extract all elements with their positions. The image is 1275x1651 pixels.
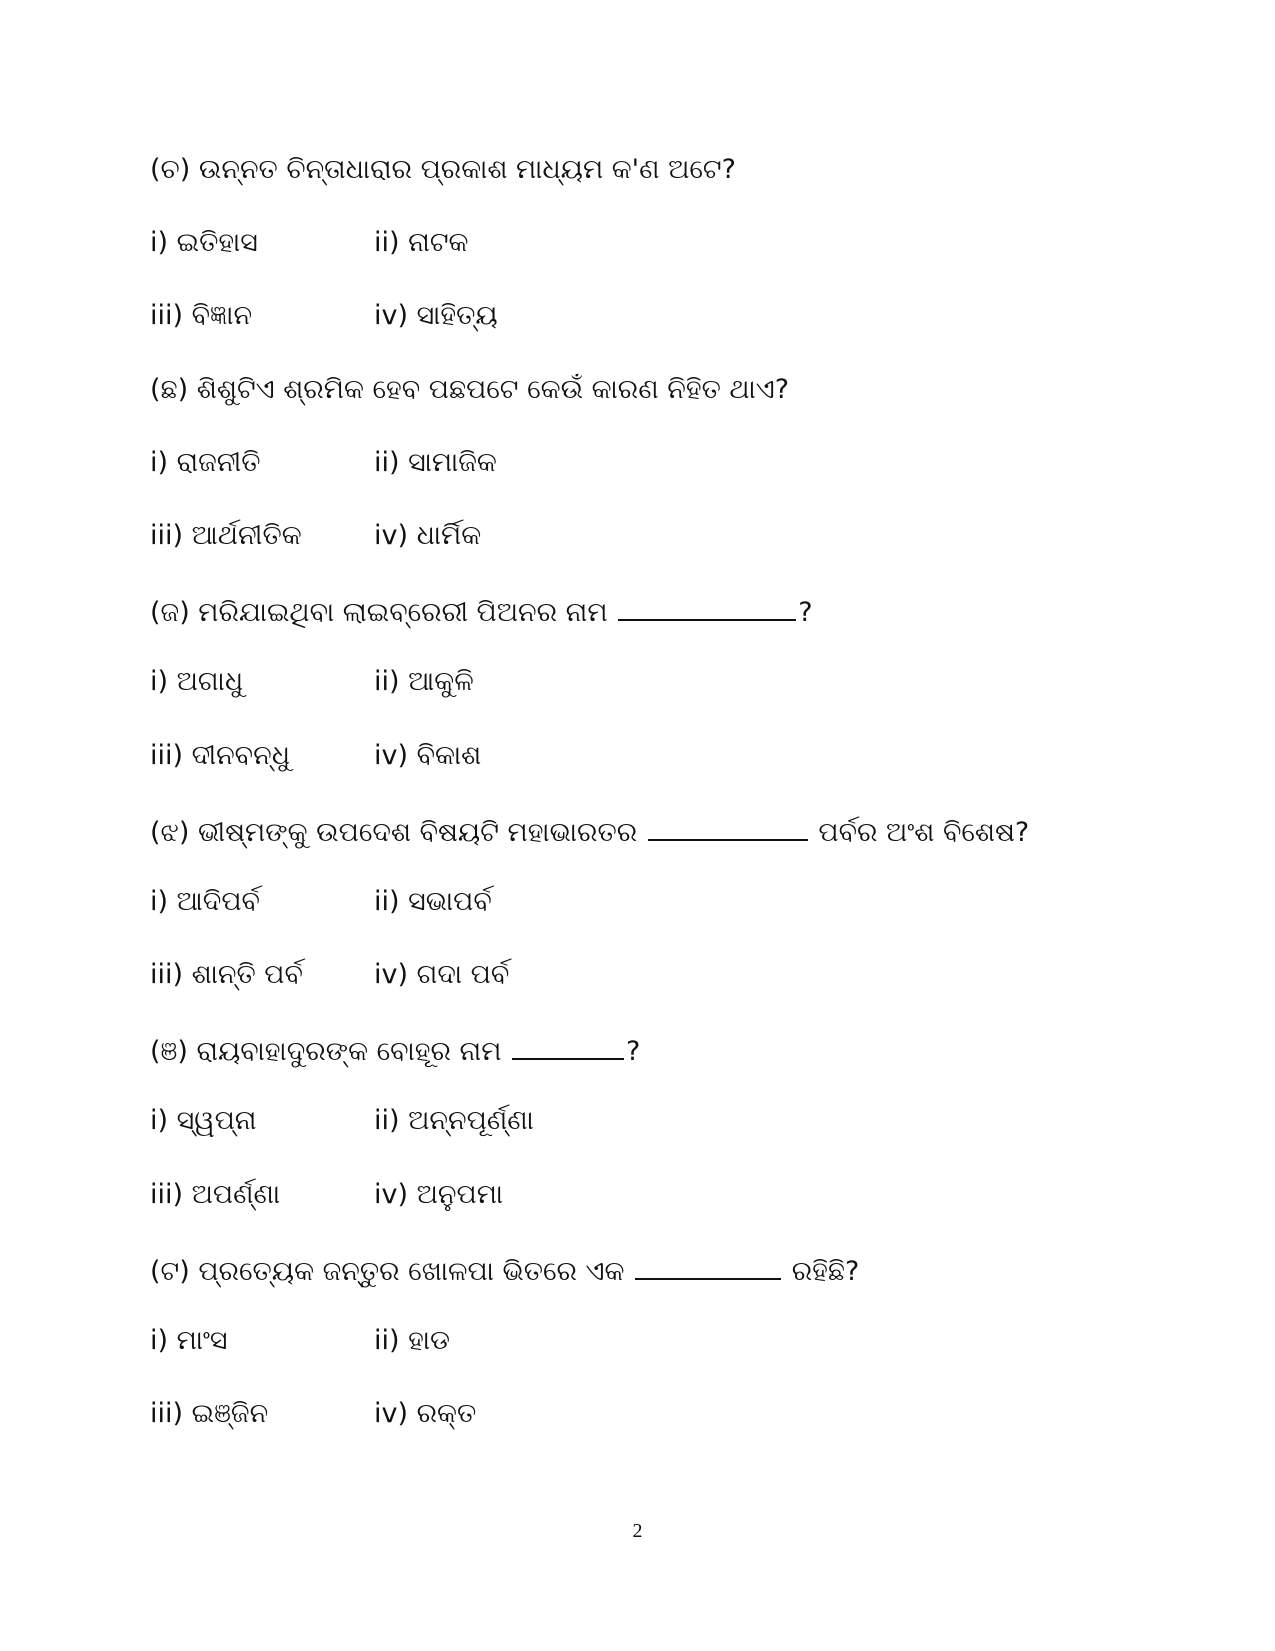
question-text-end: ରହିଛି? — [791, 1255, 860, 1287]
option-ii: ii) ଅନ୍ନପୂର୍ଣ୍ଣା — [374, 1105, 534, 1137]
answer-blank — [648, 809, 808, 841]
option-ii: ii) ନାଟକ — [374, 227, 469, 259]
question-text: (ଟ) ପ୍ରତ୍ୟେକ ଜନ୍ତୁର ଖୋଳପା ଭିତରେ ଏକ — [150, 1255, 625, 1287]
option-row — [150, 296, 1150, 369]
question-stem — [150, 150, 1150, 223]
option-i: i) ଆଦିପର୍ବ — [150, 885, 260, 917]
option-iv: iv) ଗଦା ପର୍ବ — [374, 959, 510, 991]
option-row — [150, 1394, 1150, 1467]
option-iii: iii) ଶାନ୍ତି ପର୍ବ — [150, 959, 303, 991]
option-ii: ii) ସଭାପର୍ବ — [374, 885, 492, 917]
option-iii: iii) ଆର୍ଥନୀତିକ — [150, 519, 302, 551]
question-text-end: ? — [626, 1036, 641, 1068]
option-row — [150, 223, 1150, 296]
option-iv: iv) ସାହିତ୍ୟ — [374, 300, 498, 332]
option-iii: iii) ବିଜ୍ଞାନ — [150, 300, 253, 332]
option-row — [150, 1321, 1150, 1394]
option-iii: iii) ଦୀନବନ୍ଧୁ — [150, 739, 290, 771]
option-i: i) ଇତିହାସ — [150, 227, 258, 259]
option-row — [150, 1175, 1150, 1248]
question-stem — [150, 1028, 1150, 1101]
page-number: 2 — [632, 1520, 643, 1542]
question-text: (ଝ) ଭୀଷ୍ମଙ୍କୁ ଉପଦେଶ ବିଷୟଟି ମହାଭାରତର — [150, 816, 638, 848]
option-i: i) ସ୍ୱପ୍ନା — [150, 1105, 257, 1137]
option-i: i) ରାଜନୀତି — [150, 446, 261, 478]
option-row — [150, 662, 1150, 735]
question-text: (ଜ) ମରିଯାଇଥିବା ଲାଇବ୍ରେରୀ ପିଅନର ନାମ — [150, 597, 608, 629]
option-iii: iii) ଇଞ୍ଜିନ — [150, 1398, 269, 1430]
answer-blank — [635, 1248, 781, 1280]
option-ii: ii) ସାମାଜିକ — [374, 446, 497, 478]
question-text-end: ? — [798, 597, 813, 629]
option-row — [150, 443, 1150, 516]
question-stem — [150, 809, 1150, 882]
question-text: (ଞ) ରାୟବାହାଦୁରଙ୍କ ବୋହୂର ନାମ — [150, 1036, 502, 1068]
option-iv: iv) ଅନୁପମା — [374, 1178, 504, 1210]
option-row — [150, 1101, 1150, 1174]
answer-blank — [618, 589, 796, 621]
option-row — [150, 955, 1150, 1028]
question-text: (ଚ) ଉନ୍ନତ ଚିନ୍ତାଧାରାର ପ୍ରକାଶ ମାଧ୍ୟମ କ'ଣ ଅଟେ? — [150, 154, 736, 185]
question-stem — [150, 1248, 1150, 1321]
question-list — [150, 150, 1150, 1467]
option-row — [150, 882, 1150, 955]
option-row — [150, 736, 1150, 809]
option-ii: ii) ହାଡ — [374, 1325, 451, 1356]
option-row — [150, 516, 1150, 589]
option-ii: ii) ଆକୁଳି — [374, 666, 474, 698]
question-text: (ଛ) ଶିଶୁଟିଏ ଶ୍ରମିକ ହେବ ପଛପଟେ କେଉଁ କାରଣ ନିହିତ ଥାଏ? — [150, 373, 790, 405]
option-i: i) ମାଂସ — [150, 1325, 228, 1356]
option-iv: iv) ବିକାଶ — [374, 739, 482, 771]
option-iv: iv) ଧାର୍ମିକ — [374, 519, 482, 551]
question-text-end: ପର୍ବର ଅଂଶ ବିଶେଷ? — [818, 816, 1030, 848]
option-i: i) ଅଗାଧୁ — [150, 666, 244, 698]
option-iv: iv) ରକ୍ତ — [374, 1398, 477, 1430]
option-iii: iii) ଅପର୍ଣ୍ଣା — [150, 1178, 281, 1210]
question-stem — [150, 370, 1150, 443]
question-stem — [150, 589, 1150, 662]
answer-blank — [512, 1028, 624, 1060]
